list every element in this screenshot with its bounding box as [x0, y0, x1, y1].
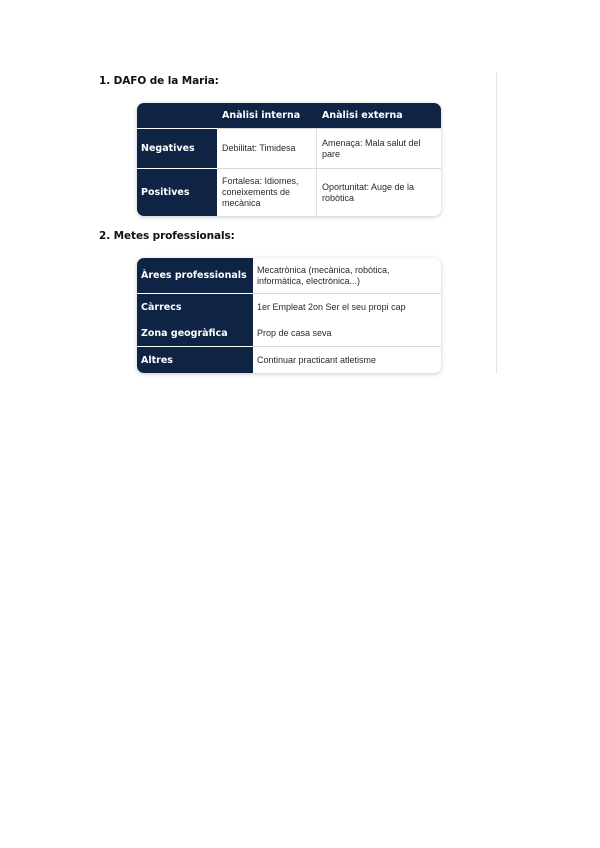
dafo-section-title: 1. DAFO de la Maria: [99, 75, 219, 87]
metes-cell-altres: Continuar practicant atletisme [253, 346, 441, 373]
dafo-cell-fortalesa: Fortalesa: Idiomes, coneixements de mecànica [217, 168, 317, 216]
metes-row-header-altres: Altres [137, 346, 253, 373]
dafo-cell-amenaca: Amenaça: Mala salut del pare [317, 128, 441, 168]
metes-cell-arees: Mecatrònica (mecànica, robòtica, informàtica, electrònica...) [257, 264, 390, 286]
metes-table [137, 258, 441, 373]
dafo-row-header-positives: Positives [137, 168, 217, 216]
metes-section-title: 2. Metes professionals: [99, 230, 235, 242]
dafo-cell-oportunitat: Oportunitat: Auge de la robòtica [317, 168, 441, 216]
dafo-col-header-externa: Anàlisi externa [317, 103, 441, 128]
dafo-row-header-negatives: Negatives [137, 128, 217, 168]
metes-cell-carrecs: 1er Empleat 2on Ser el seu propi cap [253, 293, 441, 320]
dafo-col-header-interna: Anàlisi interna [217, 103, 317, 128]
dafo-cell-debilitat: Debilitat: Timidesa [217, 128, 317, 168]
page-margin-rule [496, 72, 497, 374]
metes-row-header-carrecs: Càrrecs [137, 293, 253, 320]
dafo-corner-cell [137, 103, 217, 128]
metes-cell-zona: Prop de casa seva [257, 327, 332, 338]
metes-row-header-zona: Zona geogràfica [137, 320, 253, 346]
dafo-table [137, 103, 441, 216]
metes-row-header-arees: Àrees professionals [137, 258, 253, 293]
